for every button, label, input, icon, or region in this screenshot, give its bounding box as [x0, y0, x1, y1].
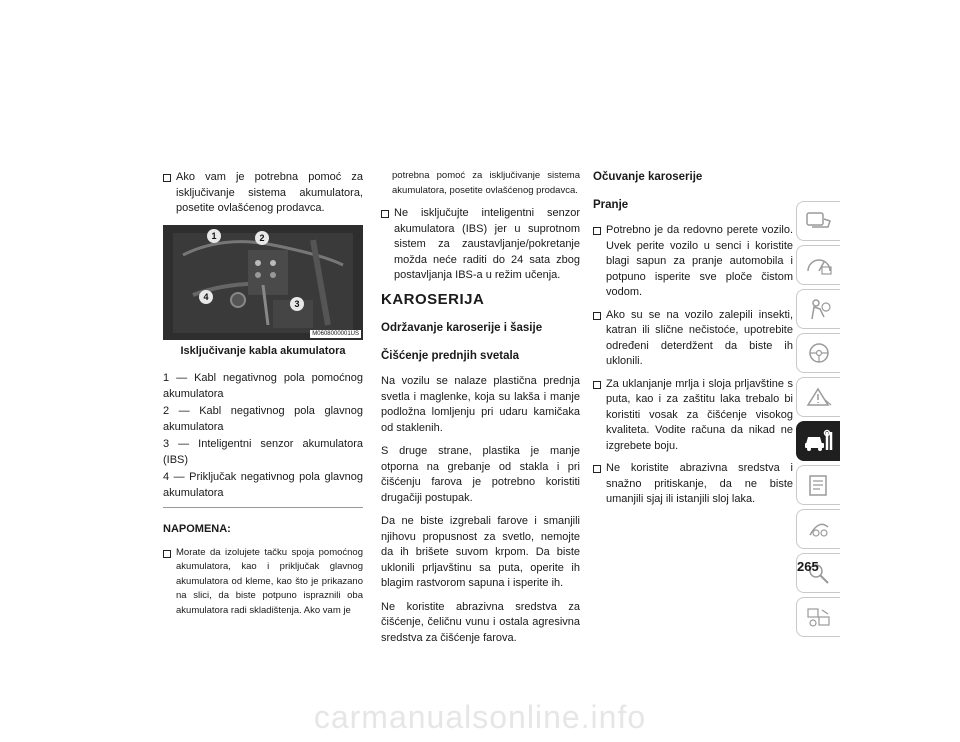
sub-subsection-title: Čišćenje prednjih svetala: [381, 349, 520, 362]
column-left: [163, 170, 363, 625]
paragraph: Da ne biste izgrebali farove i smanjili njihovu propusnost za svetlo, nemojte da ih brišete suvom krpom. Da biste uklonili prljavštinu sa puta, operite ih blagim rastvorom sapuna i isperite ih.: [381, 515, 580, 589]
figure-code: M0608000001US: [312, 330, 359, 337]
tab-languages[interactable]: [796, 597, 840, 637]
bullet-square-icon: [163, 174, 171, 182]
legend-item: 3 — Inteligentni senzor akumulatora (IBS): [163, 438, 363, 466]
bullet-item: Za uklanjanje mrlja i sloja prljavštine s puta, kao i za zaštitu laka trebalo bi koristiti vosak za čišćenje visokog kvaliteta. Vodite računa da nikad ne izgrebete boju.: [593, 377, 793, 455]
tab-driving[interactable]: [796, 333, 840, 373]
bullet-square-icon: [593, 465, 601, 473]
roadside-emergency-icon: [804, 385, 834, 409]
sub-subsection-title: Pranje: [593, 198, 629, 211]
bullet-square-icon: [593, 381, 601, 389]
section-title: KAROSERIJA: [381, 290, 485, 308]
bullet-square-icon: [163, 550, 171, 558]
battery-cable-figure: [163, 225, 363, 340]
steering-wheel-icon: [804, 341, 834, 365]
languages-icon: [804, 605, 834, 629]
column-right: [593, 170, 793, 515]
callout-1: 1: [207, 229, 221, 243]
paragraph: Na vozilu se nalaze plastična prednja svetla i maglenke, koja su lakša i manje podložna lomljenju pri udaru kamičaka od staklenih.: [381, 375, 580, 434]
divider: [163, 507, 363, 508]
callout-2: 2: [255, 231, 269, 245]
page-number: 265: [797, 559, 819, 574]
tab-specifications[interactable]: [796, 465, 840, 505]
tab-dashboard[interactable]: [796, 245, 840, 285]
dashboard-warning-icon: [804, 253, 834, 277]
car-info-icon: [804, 209, 834, 233]
bullet-item: Potrebno je da redovno perete vozilo. Uvek perite vozilo u senci i koristite blagi sapun za pranje automobila i potpuno isperite sve ploče čistom vodom.: [593, 223, 793, 301]
paragraph: Ne koristite abrazivna sredstva za čišćenje, čeličnu vunu i ostala agresivna sredstva za čišćenje farova.: [381, 600, 580, 644]
car-service-wrench-icon: [803, 428, 835, 454]
airbag-safety-icon: [804, 297, 834, 321]
specifications-list-icon: [804, 473, 834, 497]
tab-servicing[interactable]: [796, 421, 840, 461]
bullet-item: Ne isključujte inteligentni senzor akumulatora (IBS) jer u suprotnom sistem za zaustavljanje/pokretanje možda neće raditi do 24 sata zbog postavljanja IBS-a u režim učenja.: [381, 206, 580, 284]
tab-multimedia[interactable]: [796, 509, 840, 549]
note-bullet: Morate da izolujete tačku spoja pomoćnog akumulatora, kao i priključak glavnog akumulatora od kleme, kao što je prikazano na slici, da biste potpuno ispraznili oba akumulatora radi skladištenja. Ako vam je: [163, 546, 363, 619]
bullet-item: Ne koristite abrazivna sredstva i snažno pritiskanje, da ne biste umanjili sjaj ili istanjili sloj laka.: [593, 461, 793, 508]
tab-car-info[interactable]: [796, 201, 840, 241]
bullet-item: Ako su se na vozilo zalepili insekti, katran ili slične nečistoće, upotrebite određeni deterdžent da biste ih uklonili.: [593, 308, 793, 370]
multimedia-icon: [804, 517, 834, 541]
note-continuation: potrebna pomoć za isključivanje sistema akumulatora, posetite ovlašćenog prodavca.: [392, 170, 580, 196]
tab-emergency[interactable]: [796, 377, 840, 417]
subsection-title: Očuvanje karoserije: [593, 171, 703, 183]
figure-caption: Isključivanje kabla akumulatora: [180, 344, 346, 357]
bullet-square-icon: [381, 210, 389, 218]
legend-item: 4 — Priključak negativnog pola glavnog akumulatora: [163, 471, 363, 499]
note-heading: NAPOMENA:: [163, 523, 231, 535]
watermark: carmanualsonline.info: [313, 699, 647, 735]
callout-4: 4: [199, 290, 213, 304]
bullet-square-icon: [593, 312, 601, 320]
bullet-item: Ako vam je potrebna pomoć za isključivanje sistema akumulatora, posetite ovlašćenog prodavca.: [163, 170, 363, 217]
legend-item: 2 — Kabl negativnog pola glavnog akumulatora: [163, 405, 363, 433]
tab-safety[interactable]: [796, 289, 840, 329]
subsection-title: Održavanje karoserije i šasije: [381, 322, 543, 334]
column-middle: [381, 170, 580, 654]
legend-item: 1 — Kabl negativnog pola pomoćnog akumulatora: [163, 372, 363, 400]
bullet-square-icon: [593, 227, 601, 235]
paragraph: S druge strane, plastika je manje otporna na grebanje od stakla i pri čišćenju farova je potrebno koristiti drugačiji postupak.: [381, 445, 580, 504]
callout-3: 3: [290, 297, 304, 311]
chapter-tabs: [796, 201, 840, 641]
